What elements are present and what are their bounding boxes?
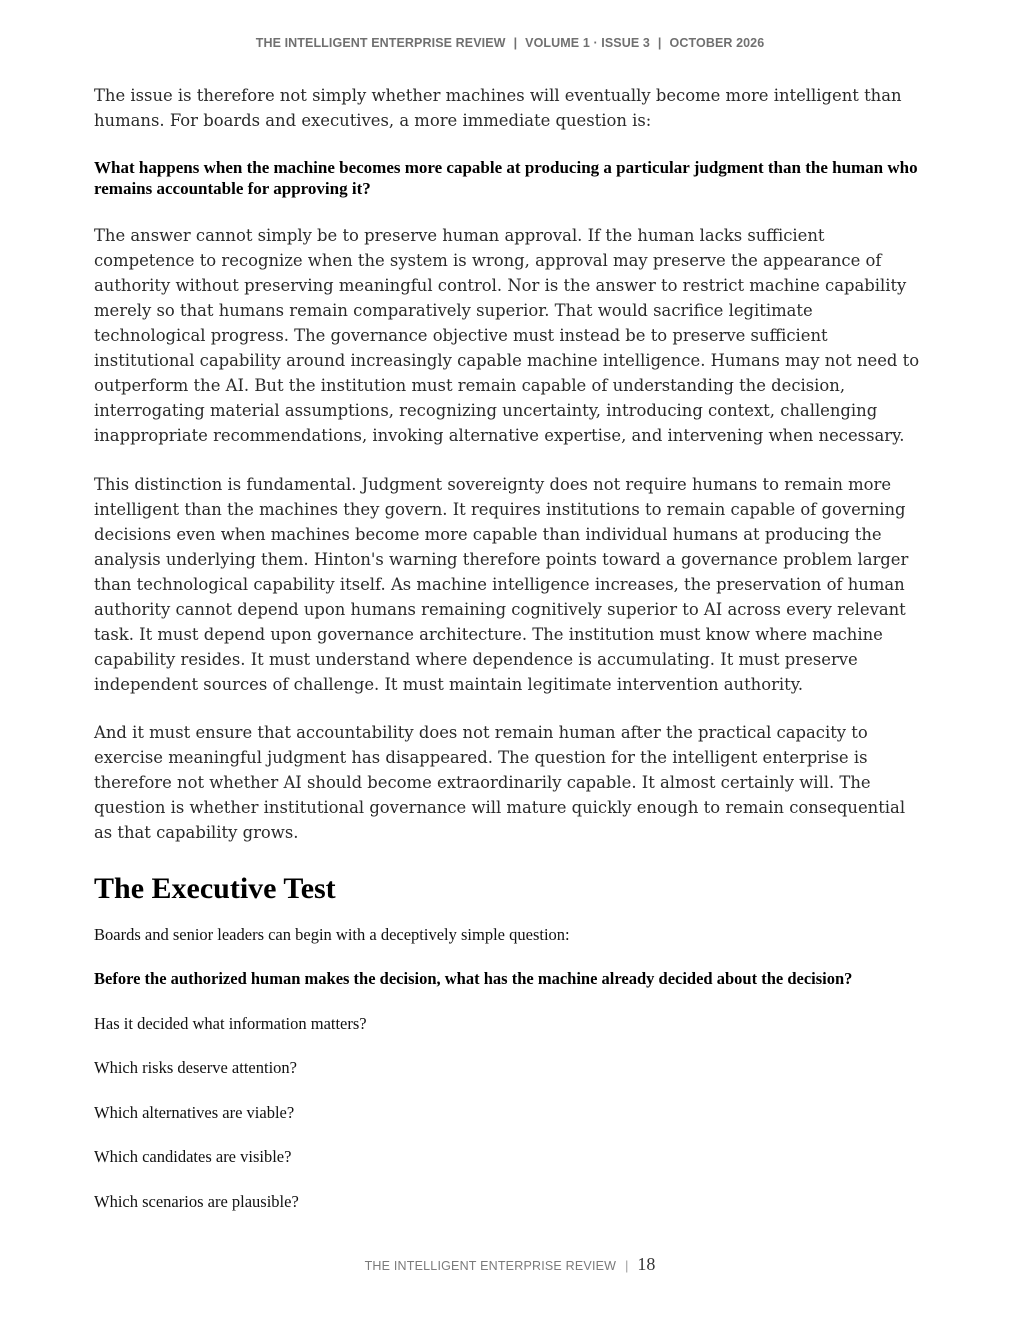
key-question: Before the authorized human makes the decision, what has the machine already decided about the decision?	[94, 969, 853, 988]
paragraph-2: The answer cannot simply be to preserve human approval. If the human lacks sufficient competence to recognize when the system is wrong, approval may preserve the appearance of authority without preserving meaningful control. Nor is the answer to restrict machine capability merely so that humans remain comparatively superior. That would sacrifice legitimate technological progress. The governance objective must instead be to preserve sufficient institutional capability around increasingly capable machine intelligence. Humans may not need to outperform the AI. But the institution must remain capable of understanding the decision, interrogating material assumptions, recognizing uncertainty, introducing context, challenging inappropriate recommendations, invoking alternative expertise, and intervening when necessary.	[94, 226, 920, 445]
pull-question: What happens when the machine becomes more capable at producing a particular judgment than the human who remains accountable for approving it?	[94, 158, 918, 198]
header-separator: |	[657, 36, 662, 50]
running-header	[0, 36, 1020, 50]
page-footer	[0, 1254, 1020, 1275]
header-publication: THE INTELLIGENT ENTERPRISE REVIEW	[255, 36, 506, 50]
test-question-4: Which candidates are visible?	[94, 1147, 292, 1166]
header-volume-issue: VOLUME 1 · ISSUE 3	[525, 36, 650, 50]
paragraph-1: The issue is therefore not simply whether machines will eventually become more intelligent than humans. For boards and executives, a more immediate question is:	[94, 86, 902, 130]
test-question-5: Which scenarios are plausible?	[94, 1192, 299, 1211]
section-heading: The Executive Test	[94, 872, 336, 905]
test-question-3: Which alternatives are viable?	[94, 1103, 295, 1122]
paragraph-4: And it must ensure that accountability does not remain human after the practical capacity to exercise meaningful judgment has disappeared. The question for the intelligent enterprise is therefore not whether AI should become extraordinarily capable. It almost certainly will. The question is whether institutional governance will mature quickly enough to remain consequential as that capability grows.	[94, 723, 906, 842]
footer-separator: |	[625, 1259, 629, 1273]
footer-publication: THE INTELLIGENT ENTERPRISE REVIEW	[364, 1259, 617, 1273]
section-intro: Boards and senior leaders can begin with a deceptively simple question:	[94, 925, 570, 944]
test-question-1: Has it decided what information matters?	[94, 1014, 367, 1033]
header-separator: |	[513, 36, 518, 50]
test-question-2: Which risks deserve attention?	[94, 1058, 297, 1077]
paragraph-3: This distinction is fundamental. Judgment sovereignty does not require humans to remain more intelligent than the machines they govern. It requires institutions to remain capable of governing decisions even when machines become more capable than individual humans at producing the analysis underlying them. Hinton's warning therefore points toward a governance problem larger than technological capability itself. As machine intelligence increases, the preservation of human authority cannot depend upon humans remaining cognitively superior to AI across every relevant task. It must depend upon governance architecture. The institution must know where machine capability resides. It must understand where dependence is accumulating. It must preserve independent sources of challenge. It must maintain legitimate intervention authority.	[94, 475, 909, 694]
page-number: 18	[637, 1254, 656, 1274]
header-date: OCTOBER 2026	[669, 36, 765, 50]
article-body	[94, 83, 924, 1212]
